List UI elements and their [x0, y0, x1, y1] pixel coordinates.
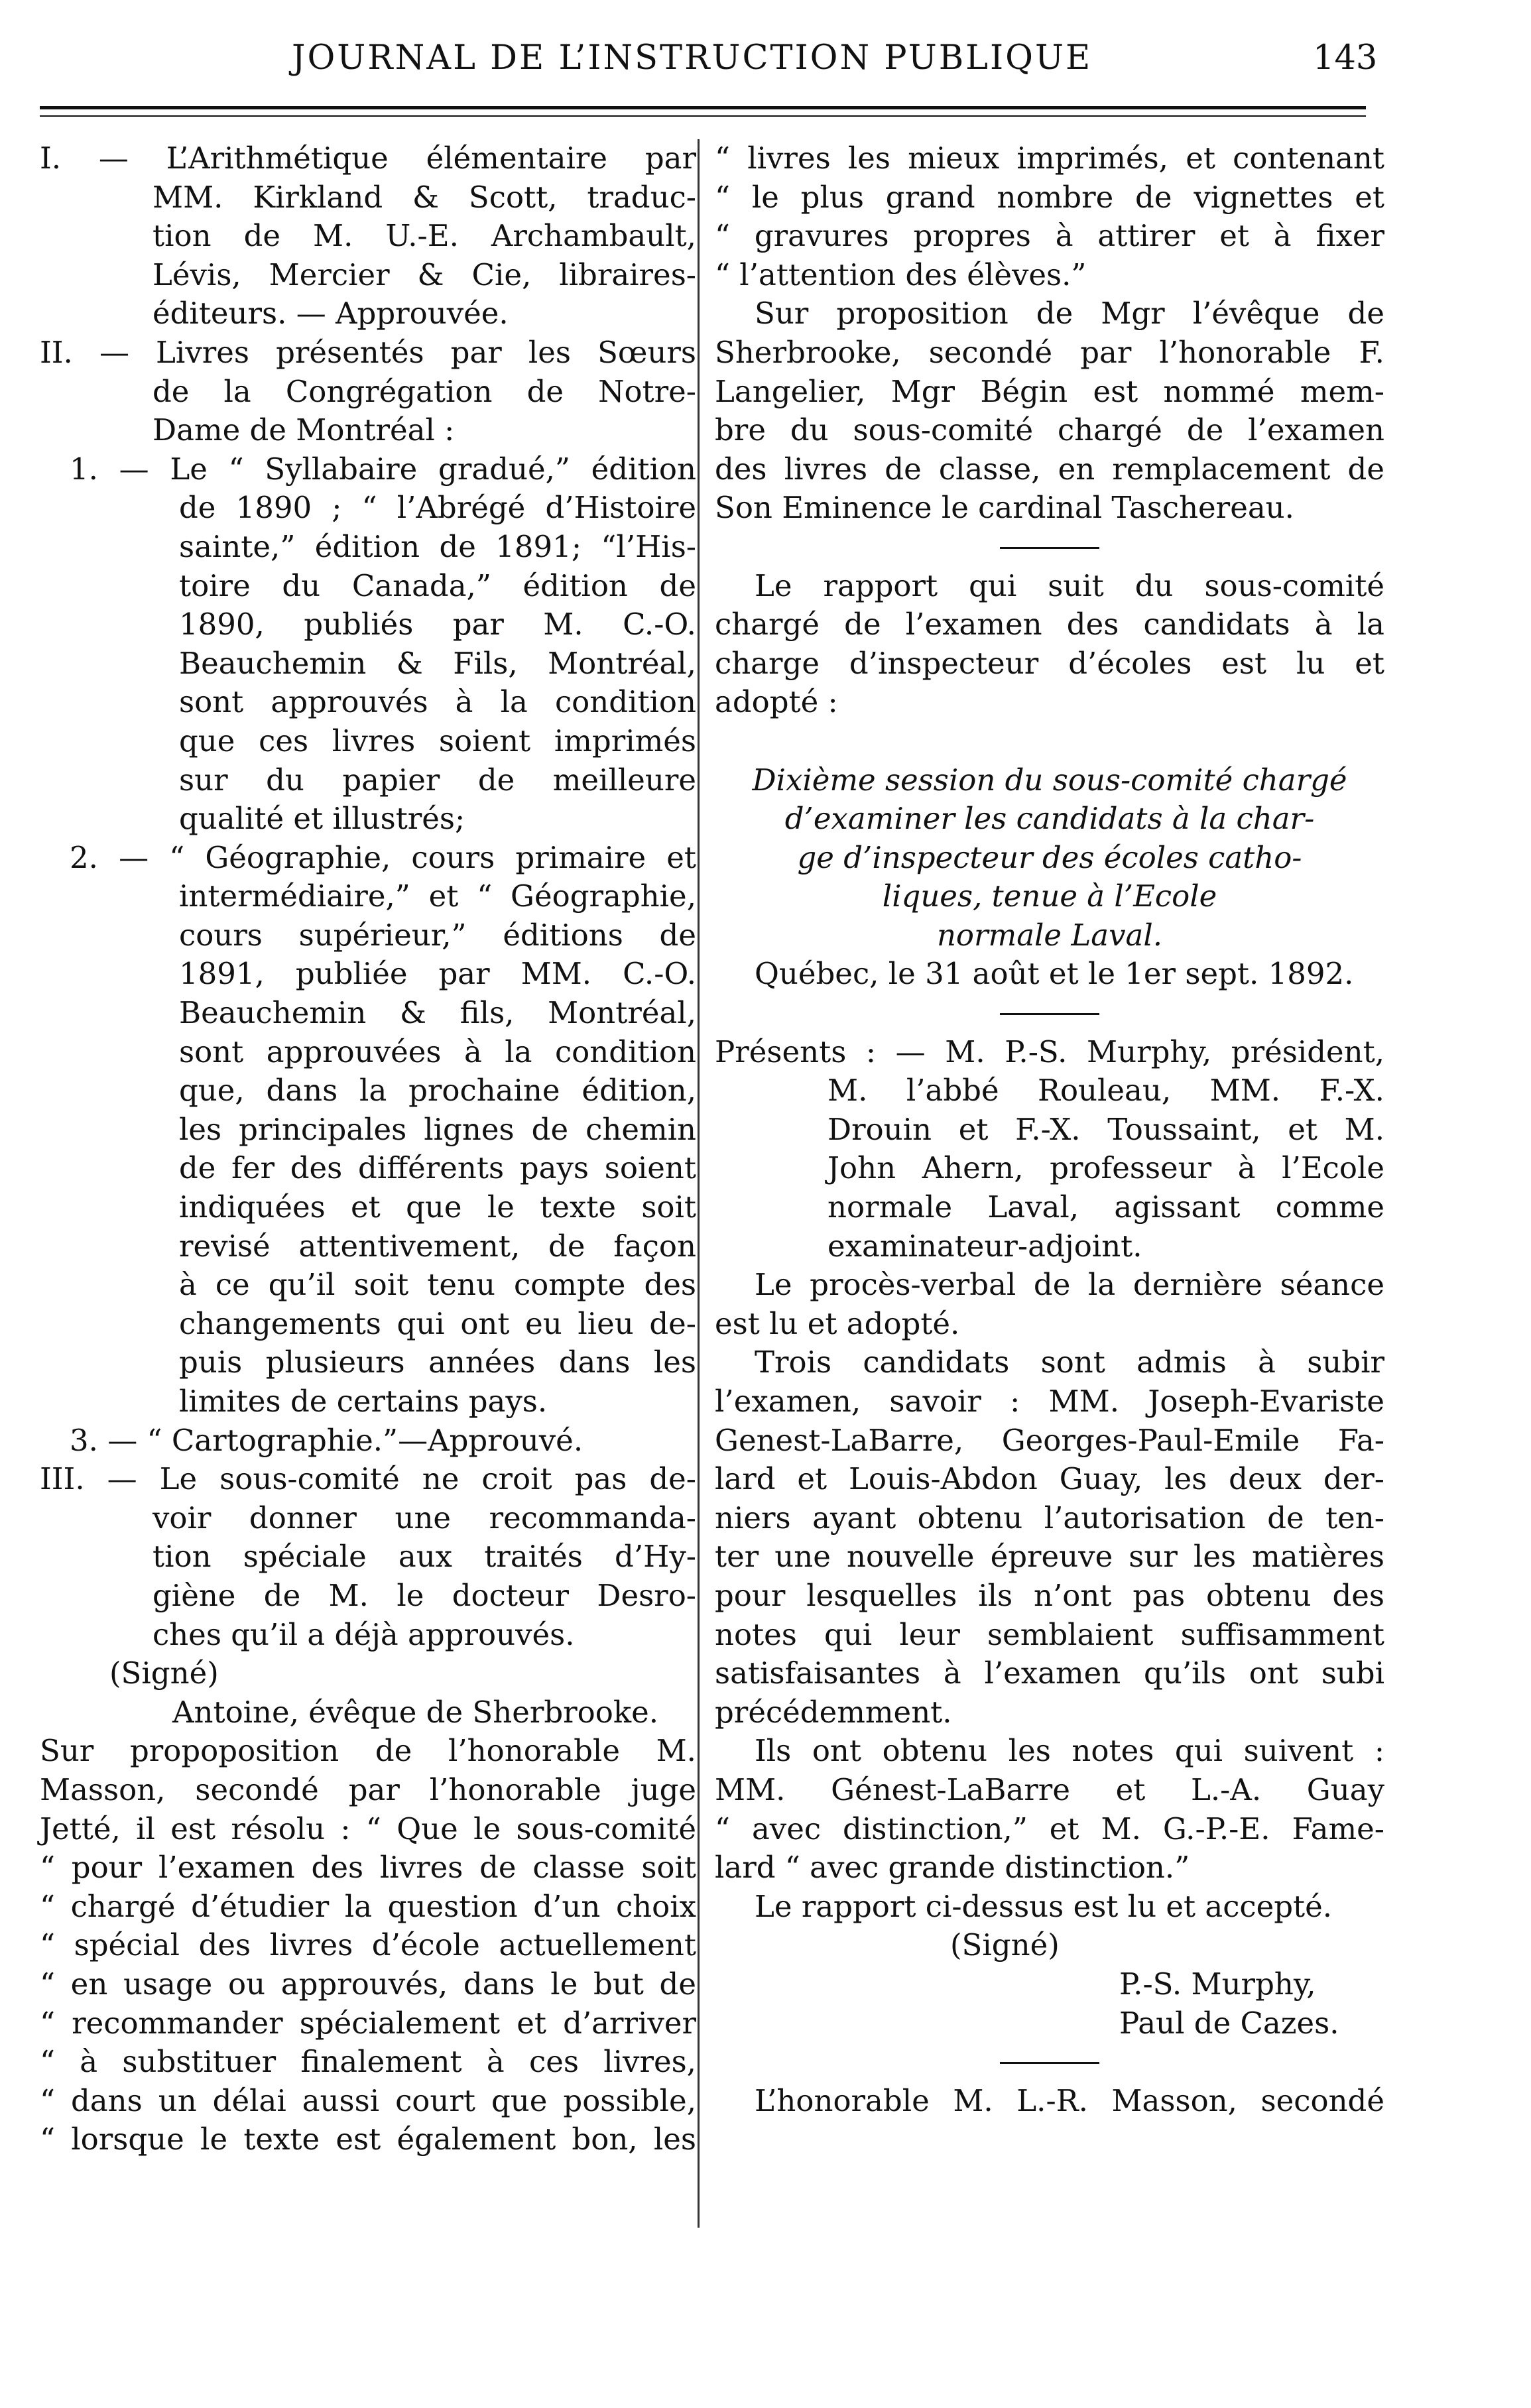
line-text: Sherbrooke, secondé par l’honorable F.	[715, 334, 1384, 370]
text-line	[715, 567, 1384, 606]
line-text: normale Laval.	[936, 917, 1163, 953]
text-line	[40, 1033, 696, 1072]
text-line	[715, 644, 1384, 684]
line-text: revisé attentivement, de façon	[179, 1228, 696, 1264]
line-text: 1890, publiés par M. C.-O.	[179, 607, 696, 642]
line-text: l’examen, savoir : MM. Joseph-Evariste	[715, 1384, 1384, 1419]
running-title: JOURNAL DE L’INSTRUCTION PUBLIQUE	[292, 38, 1093, 78]
text-line	[40, 1771, 696, 1810]
text-line	[715, 1926, 1384, 1965]
text-line	[715, 178, 1384, 217]
header-rule-thin	[40, 115, 1366, 117]
text-line	[715, 1810, 1384, 1849]
line-text: MM. Génest-LaBarre et L.-A. Guay	[715, 1772, 1384, 1807]
line-text: Beauchemin & fils, Montréal,	[179, 995, 696, 1031]
line-text: “ lorsque le texte est également bon, les	[40, 2122, 696, 2157]
text-line	[40, 489, 696, 528]
text-line	[715, 916, 1384, 955]
text-line	[715, 955, 1384, 994]
text-line	[40, 994, 696, 1033]
text-line	[715, 1305, 1384, 1344]
line-text: MM. Kirkland & Scott, traduc-	[153, 179, 696, 215]
text-line	[40, 1149, 696, 1188]
line-text: satisfaisantes à l’examen qu’ils ont subi	[715, 1656, 1384, 1691]
text-line	[40, 877, 696, 916]
text-line	[40, 178, 696, 217]
line-text: “ l’attention des élèves.”	[715, 257, 1087, 292]
section-separator	[715, 994, 1384, 1033]
line-text: John Ahern, professeur à l’Ecole	[827, 1150, 1384, 1186]
text-line	[715, 1616, 1384, 1655]
line-text: Son Eminence le cardinal Taschereau.	[715, 490, 1294, 526]
text-line	[40, 955, 696, 994]
line-text: adopté :	[715, 684, 838, 720]
line-text: (Signé)	[109, 1656, 219, 1691]
text-line	[40, 800, 696, 839]
text-line	[40, 567, 696, 606]
line-text: lard “ avec grande distinction.”	[715, 1850, 1190, 1886]
line-text: sont approuvés à la condition	[179, 684, 696, 720]
text-line	[715, 1654, 1384, 1693]
line-text: Le rapport ci-dessus est lu et accepté.	[755, 1888, 1333, 1924]
text-line	[40, 1227, 696, 1266]
text-line	[40, 2004, 696, 2043]
line-text: puis plusieurs années dans les	[179, 1345, 696, 1380]
line-text: Paul de Cazes.	[1119, 2005, 1339, 2041]
line-text: 1891, publiée par MM. C.-O.	[179, 956, 696, 992]
text-line	[40, 450, 696, 489]
line-text: ge d’inspecteur des écoles catho-	[797, 839, 1302, 875]
line-text: “ chargé d’étudier la question d’un choix	[40, 1888, 696, 1924]
line-text: les principales lignes de chemin	[179, 1111, 696, 1147]
text-line	[40, 1188, 696, 1227]
text-line	[40, 1732, 696, 1771]
text-line	[715, 333, 1384, 373]
line-text: L’honorable M. L.-R. Masson, secondé	[755, 2082, 1384, 2118]
text-line	[40, 139, 696, 178]
line-text: charge d’inspecteur d’écoles est lu et	[715, 645, 1384, 681]
line-text: que ces livres soient imprimés	[179, 723, 696, 758]
text-line	[715, 1382, 1384, 1421]
text-line	[40, 333, 696, 373]
line-text: Le rapport qui suit du sous-comité	[755, 568, 1384, 603]
text-line	[715, 1460, 1384, 1499]
line-text: de la Congrégation de Notre-	[153, 373, 696, 409]
line-text: est lu et adopté.	[715, 1305, 960, 1341]
line-text: “ à substituer finalement à ces livres,	[40, 2044, 696, 2080]
text-line	[715, 1732, 1384, 1771]
text-line	[40, 411, 696, 450]
line-text: Sur proposition de Mgr l’évêque de	[755, 296, 1384, 331]
line-text: “ dans un délai aussi court que possible,	[40, 2082, 696, 2118]
line-text: éditeurs. — Approuvée.	[153, 296, 509, 331]
line-text: notes qui leur semblaient suffisamment	[715, 1616, 1384, 1652]
line-text: Sur propoposition de l’honorable M.	[40, 1733, 696, 1769]
line-text: I. — L’Arithmétique élémentaire par	[40, 141, 696, 176]
text-line	[40, 1848, 696, 1888]
text-line	[40, 1654, 696, 1693]
line-text: Ils ont obtenu les notes qui suivent :	[755, 1733, 1384, 1769]
line-text: Présents : — M. P.-S. Murphy, président,	[715, 1034, 1384, 1069]
text-line	[715, 2082, 1384, 2121]
text-line	[40, 1111, 696, 1150]
text-line	[715, 800, 1384, 839]
text-line	[715, 1848, 1384, 1888]
text-line	[40, 1888, 696, 1927]
line-text: 1. — Le “ Syllabaire gradué,” édition	[70, 451, 696, 487]
line-text: de fer des différents pays soient	[179, 1150, 696, 1186]
text-line	[40, 528, 696, 567]
text-line	[40, 605, 696, 644]
text-line	[715, 1188, 1384, 1227]
line-text: Genest-LaBarre, Georges-Paul-Emile Fa-	[715, 1422, 1384, 1458]
text-line	[40, 1810, 696, 1849]
line-text: (Signé)	[950, 1927, 1060, 1963]
line-text: “ avec distinction,” et M. G.-P.-E. Fame-	[715, 1811, 1384, 1846]
text-line	[40, 1616, 696, 1655]
line-text: précédemment.	[715, 1694, 952, 1730]
text-line	[715, 139, 1384, 178]
text-line	[715, 1771, 1384, 1810]
line-text: d’examiner les candidats à la char-	[784, 801, 1315, 837]
line-text: examinateur-adjoint.	[827, 1228, 1142, 1264]
text-line	[40, 1460, 696, 1499]
line-text: normale Laval, agissant comme	[827, 1189, 1384, 1225]
line-text: des livres de classe, en remplacement de	[715, 451, 1384, 487]
text-line	[40, 1693, 696, 1732]
text-line	[40, 1965, 696, 2004]
line-text: Beauchemin & Fils, Montréal,	[179, 645, 696, 681]
text-line	[715, 1577, 1384, 1616]
text-line	[715, 489, 1384, 528]
text-line	[715, 1266, 1384, 1305]
text-line	[715, 1111, 1384, 1150]
line-text: chargé de l’examen des candidats à la	[715, 607, 1384, 642]
line-text: III. — Le sous-comité ne croit pas de-	[40, 1461, 696, 1497]
text-line	[40, 1577, 696, 1616]
line-text: “ pour l’examen des livres de classe soit	[40, 1850, 696, 1886]
line-text: “ recommander spécialement et d’arriver	[40, 2005, 696, 2041]
text-line	[40, 644, 696, 684]
column-divider	[698, 139, 700, 2228]
text-line	[715, 294, 1384, 333]
text-line	[40, 1343, 696, 1382]
header-rule-thick	[40, 106, 1366, 109]
text-line	[715, 1965, 1384, 2004]
text-line	[715, 1033, 1384, 1072]
line-text: Lévis, Mercier & Cie, libraires-	[153, 257, 696, 292]
left-column	[40, 139, 696, 2159]
line-text: Le procès-verbal de la dernière séance	[755, 1267, 1384, 1303]
line-text: niers ayant obtenu l’autorisation de ten-	[715, 1500, 1384, 1535]
text-line	[715, 1071, 1384, 1111]
text-line	[715, 217, 1384, 256]
line-text: limites de certains pays.	[179, 1384, 548, 1419]
text-line	[40, 1071, 696, 1111]
line-text: “ en usage ou approuvés, dans le but de	[40, 1966, 696, 2002]
page-number: 143	[1313, 38, 1378, 78]
line-text: Dame de Montréal :	[153, 412, 455, 448]
text-line	[715, 605, 1384, 644]
right-column	[715, 139, 1384, 2120]
text-line	[715, 1537, 1384, 1577]
text-line	[40, 1537, 696, 1577]
line-text: que, dans la prochaine édition,	[179, 1073, 696, 1109]
text-line	[715, 761, 1384, 800]
text-line	[715, 1227, 1384, 1266]
text-line	[40, 256, 696, 295]
line-text: cours supérieur,” éditions de	[179, 917, 696, 953]
text-line	[715, 1888, 1384, 1927]
text-line	[715, 256, 1384, 295]
line-text: indiquées et que le texte soit	[179, 1189, 696, 1225]
line-text: de 1890 ; “ l’Abrégé d’Histoire	[179, 490, 696, 526]
line-text: Jetté, il est résolu : “ Que le sous-comité	[40, 1811, 696, 1846]
text-line	[40, 1421, 696, 1461]
line-text: tion de M. U.-E. Archambault,	[153, 218, 696, 254]
line-text: ter une nouvelle épreuve sur les matières	[715, 1539, 1384, 1575]
line-text: Langelier, Mgr Bégin est nommé mem-	[715, 373, 1384, 409]
line-text: II. — Livres présentés par les Sœurs	[40, 334, 696, 370]
line-text: “ gravures propres à attirer et à fixer	[715, 218, 1384, 254]
text-line	[715, 1343, 1384, 1382]
text-line	[40, 839, 696, 878]
text-line	[715, 877, 1384, 916]
text-line	[40, 1499, 696, 1538]
text-line	[715, 1149, 1384, 1188]
line-text: sainte,” édition de 1891; “l’His-	[179, 528, 696, 564]
line-text: Masson, secondé par l’honorable juge	[40, 1772, 696, 1807]
text-line	[715, 411, 1384, 450]
text-line	[715, 1499, 1384, 1538]
text-line	[715, 1421, 1384, 1461]
text-line	[715, 2004, 1384, 2043]
section-separator	[715, 528, 1384, 567]
line-text: ches qu’il a déjà approuvés.	[153, 1616, 575, 1652]
line-text: bre du sous-comité chargé de l’examen	[715, 412, 1384, 448]
line-text: pour lesquelles ils n’ont pas obtenu des	[715, 1577, 1384, 1613]
text-line	[40, 217, 696, 256]
line-text: Trois candidats sont admis à subir	[755, 1345, 1384, 1380]
text-line	[715, 1693, 1384, 1732]
line-text: changements qui ont eu lieu de-	[179, 1305, 696, 1341]
line-text: 2. — “ Géographie, cours primaire et	[70, 839, 696, 875]
line-text: M. l’abbé Rouleau, MM. F.-X.	[827, 1073, 1384, 1109]
line-text: “ le plus grand nombre de vignettes et	[715, 179, 1384, 215]
line-text: Drouin et F.-X. Toussaint, et M.	[827, 1111, 1384, 1147]
text-line	[715, 683, 1384, 722]
line-text: à ce qu’il soit tenu compte des	[179, 1267, 696, 1303]
text-line	[40, 1305, 696, 1344]
line-text: lard et Louis-Abdon Guay, les deux der-	[715, 1461, 1384, 1497]
text-line	[40, 294, 696, 333]
text-line	[40, 2082, 696, 2121]
text-line	[40, 373, 696, 412]
text-line	[40, 1266, 696, 1305]
line-text: Antoine, évêque de Sherbrooke.	[172, 1694, 659, 1730]
line-text: toire du Canada,” édition de	[179, 568, 696, 603]
line-text: intermédiaire,” et “ Géographie,	[179, 878, 696, 914]
text-line	[40, 2043, 696, 2082]
line-text: “ livres les mieux imprimés, et contenant	[715, 141, 1384, 176]
line-text: liques, tenue à l’Ecole	[882, 878, 1217, 914]
line-text: Québec, le 31 août et le 1er sept. 1892.	[755, 956, 1354, 992]
text-line	[40, 2120, 696, 2159]
text-line	[40, 916, 696, 955]
text-line	[715, 373, 1384, 412]
line-text: 3. — “ Cartographie.”—Approuvé.	[70, 1422, 583, 1458]
text-line	[40, 1382, 696, 1421]
text-line	[40, 722, 696, 761]
line-text: Dixième session du sous-comité chargé	[752, 762, 1347, 798]
text-line	[40, 761, 696, 800]
text-line	[715, 450, 1384, 489]
text-line	[715, 839, 1384, 878]
line-text: giène de M. le docteur Desro-	[153, 1577, 696, 1613]
blank-line	[715, 722, 1384, 761]
text-line	[40, 683, 696, 722]
line-text: qualité et illustrés;	[179, 801, 465, 837]
line-text: “ spécial des livres d’école actuellement	[40, 1927, 696, 1963]
text-line	[40, 1926, 696, 1965]
line-text: voir donner une recommanda-	[153, 1500, 696, 1535]
line-text: sur du papier de meilleure	[179, 762, 696, 798]
line-text: sont approuvées à la condition	[179, 1034, 696, 1069]
page-header	[40, 38, 1378, 91]
section-separator	[715, 2043, 1384, 2082]
line-text: P.-S. Murphy,	[1119, 1966, 1316, 2002]
line-text: tion spéciale aux traités d’Hy-	[153, 1539, 696, 1575]
